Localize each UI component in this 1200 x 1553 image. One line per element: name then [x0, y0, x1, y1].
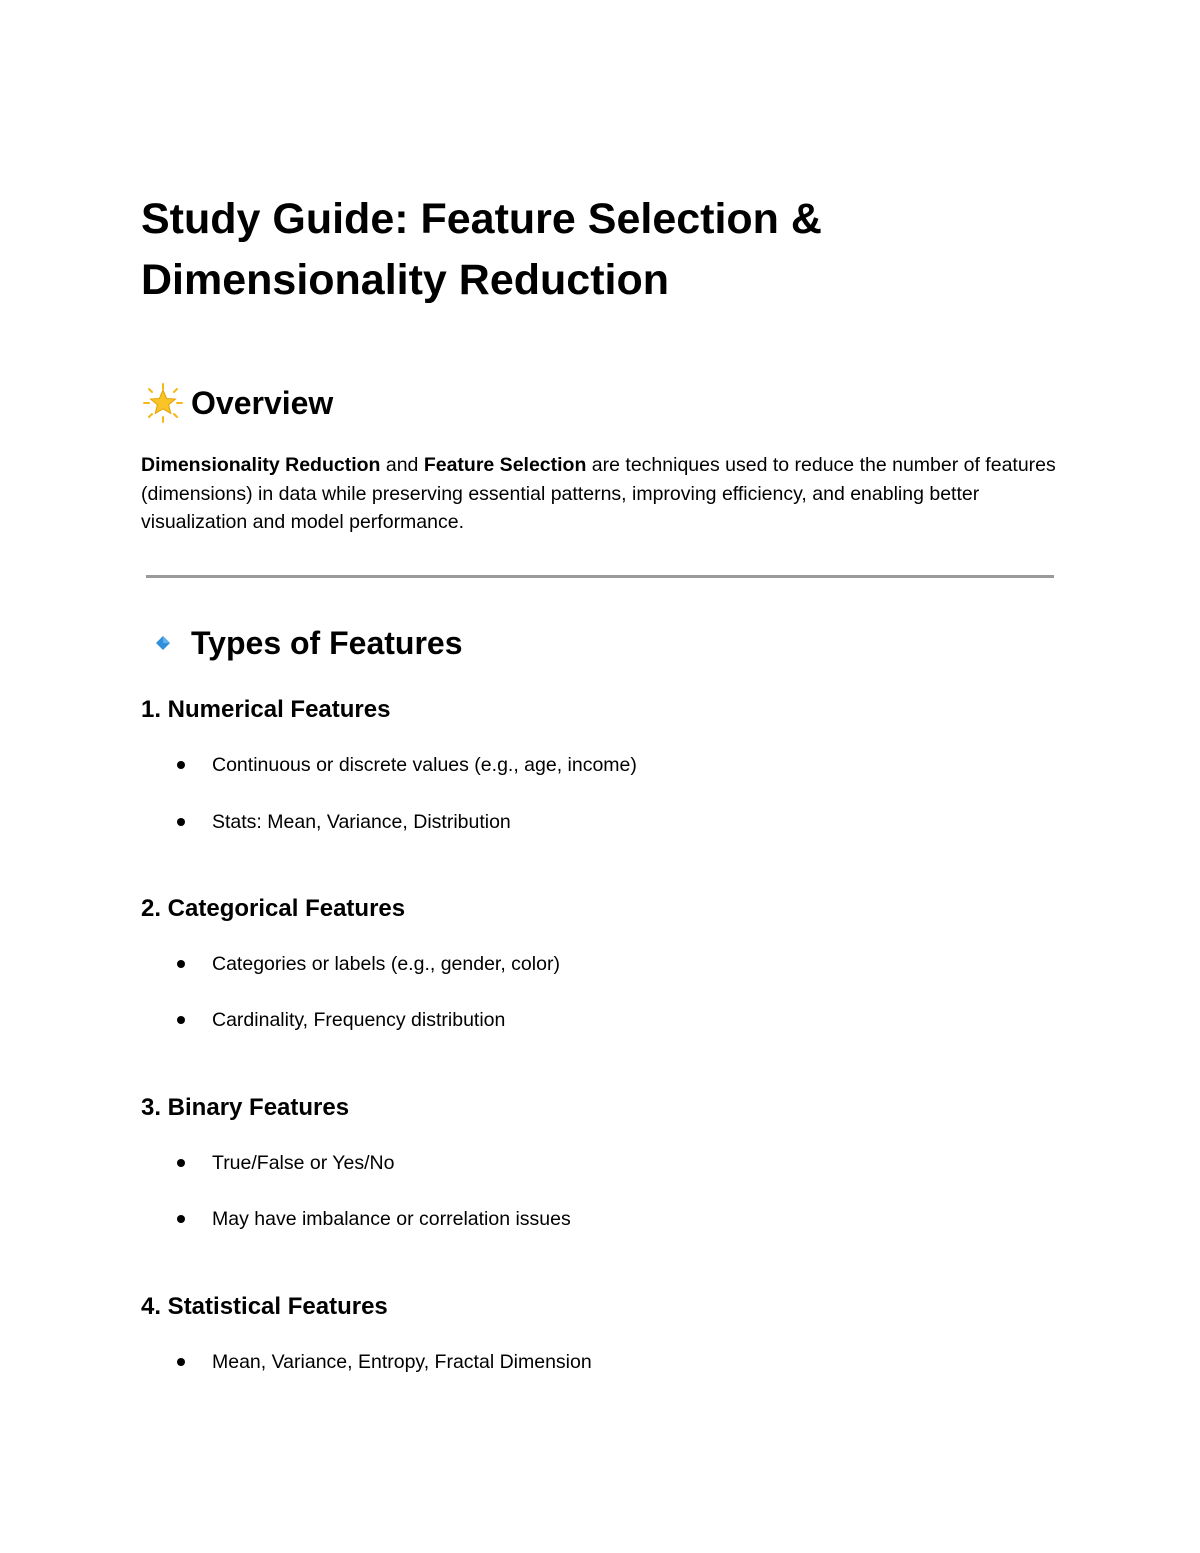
horizontal-divider — [146, 575, 1054, 578]
list-item — [177, 1205, 571, 1233]
glowing-star-icon — [141, 383, 185, 423]
overview-paragraph — [141, 451, 1056, 537]
section-heading-numerical: 1. Numerical Features — [141, 696, 391, 723]
list-item-text: Stats: Mean, Variance, Distribution — [212, 811, 511, 833]
bullet-icon — [177, 1159, 185, 1167]
list-item-text: Mean, Variance, Entropy, Fractal Dimension — [212, 1351, 592, 1373]
list-item-text: Cardinality, Frequency distribution — [212, 1009, 506, 1031]
list-item — [177, 808, 511, 836]
overview-heading-text: Overview — [191, 385, 334, 421]
section-heading-categorical: 2. Categorical Features — [141, 895, 406, 922]
term-feature-selection: Feature Selection — [423, 454, 587, 476]
list-item — [177, 1149, 394, 1177]
bullet-icon — [177, 818, 185, 826]
bullet-icon — [177, 761, 185, 769]
paragraph-body: are techniques used to reduce the number of features (dimensions) in data while preserving essential patterns, improving efficiency, and enabling better visualization and model performance. — [141, 454, 1056, 533]
list-item-text: True/False or Yes/No — [212, 1152, 395, 1174]
bullet-icon — [177, 1358, 185, 1366]
list-item-text: May have imbalance or correlation issues — [212, 1208, 571, 1230]
bullet-icon — [177, 1215, 185, 1223]
paragraph-conjunction: and — [380, 454, 424, 476]
section-heading-statistical: 4. Statistical Features — [141, 1293, 388, 1320]
term-dimensionality-reduction: Dimensionality Reduction — [141, 454, 381, 476]
types-heading-text: Types of Features — [191, 625, 463, 661]
document-title: Study Guide: Feature Selection & Dimensionality Reduction — [141, 195, 822, 304]
list-item — [177, 1348, 592, 1376]
types-heading — [141, 623, 462, 663]
blue-diamond-icon — [141, 623, 185, 663]
bullet-icon — [177, 960, 185, 968]
list-item — [177, 751, 637, 779]
list-item — [177, 950, 560, 978]
overview-heading — [141, 383, 333, 423]
list-item — [177, 1006, 505, 1034]
list-item-text: Continuous or discrete values (e.g., age, income) — [212, 754, 637, 776]
bullet-icon — [177, 1016, 185, 1024]
list-item-text: Categories or labels (e.g., gender, color) — [212, 953, 560, 975]
section-heading-binary: 3. Binary Features — [141, 1094, 350, 1121]
